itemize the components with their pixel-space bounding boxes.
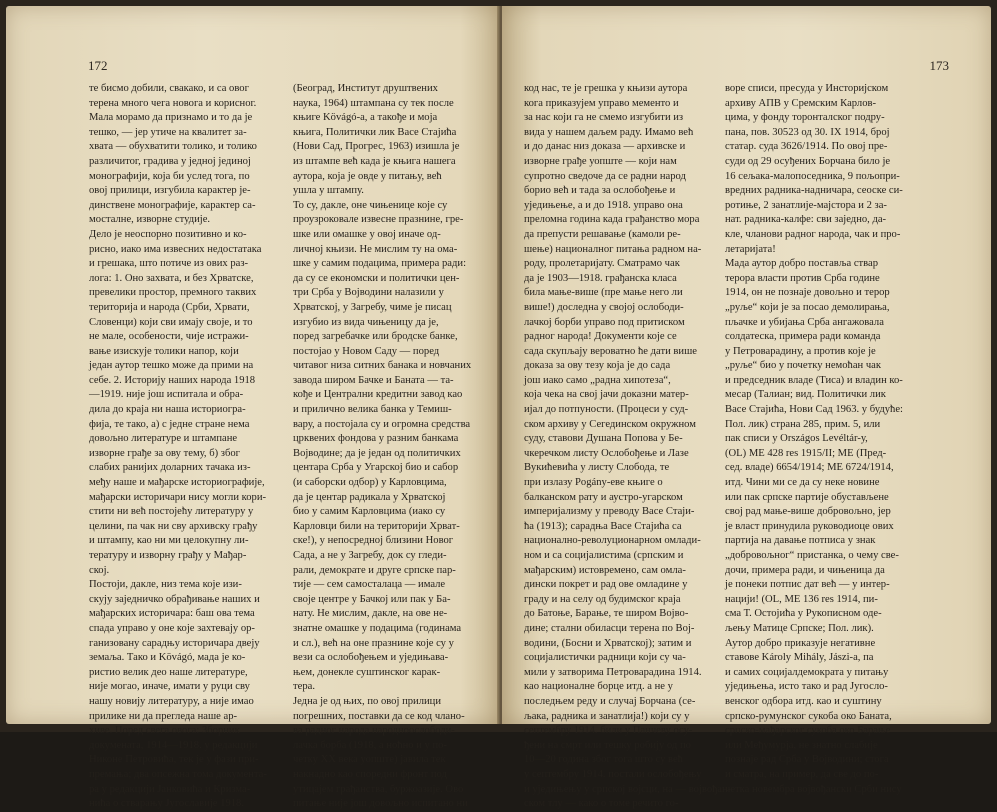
text-line: спада управо у оне које захтевају ор- <box>89 622 255 634</box>
text-line: уједињења, исто тако и рад Југосло- <box>725 681 888 693</box>
text-line: динствене монографије, карактер са- <box>89 199 256 211</box>
text-line: мађарским) истовремено, сам омла- <box>524 564 686 576</box>
text-line: ијал до потпуности. (Процеси у суд- <box>524 404 689 416</box>
text-line: и сматра, на пример, да све до по- <box>725 768 879 780</box>
text-line: дински покрет и рад ове омладине у <box>524 579 688 591</box>
text-line: „добровољног“ пристанка, о чему све- <box>725 550 899 561</box>
text-line: погрешних, поставки да се код члано- <box>293 710 465 722</box>
right-page-column-2 <box>725 82 911 797</box>
text-line: познаје рад Срба у Војводини; стога <box>725 754 889 766</box>
text-line: је понеки потпис дат већ — у интер- <box>725 579 890 591</box>
text-line: центара Срба у Угарској био и сабор <box>293 462 459 474</box>
text-line: довољно литературе и штампане <box>89 433 238 445</box>
text-line: ској. <box>89 564 110 576</box>
left-page <box>6 6 500 810</box>
text-line: преломна година када грађанство мора <box>524 214 700 226</box>
text-line: изворне грађе за ову тему, б) због <box>89 447 240 459</box>
text-line: —1919. није још испитала и обра- <box>89 389 244 401</box>
text-line: борио већ и тада за ослобођење и <box>524 185 676 197</box>
text-line: да препусти решавање (камоли ре- <box>524 228 681 240</box>
text-line: питање није још довољно испитано ни <box>293 798 468 810</box>
text-line: књиге Kövágó-а, а такође и моја <box>293 112 438 124</box>
text-line: аутора, која је овде у питању, већ <box>293 170 442 182</box>
text-line: не мале, особености, чије истражи- <box>89 331 249 343</box>
text-line: био у самим Карловцима (иако су <box>293 506 446 518</box>
text-line: фија, те тако, а) с једне стране нема <box>89 418 250 430</box>
text-line: накнадно као споредни фронт под <box>293 768 447 780</box>
text-line: књига, Политички лик Васе Стајића <box>293 126 457 138</box>
text-line: империјализму у преводу Васе Стаји- <box>524 506 695 518</box>
text-line: нацији! (OL, ME 136 res 1914, пи- <box>725 593 878 605</box>
text-line: и грешака, што потиче из ових раз- <box>89 258 249 270</box>
text-line: утицајем грађанства, буржоазије. Ово <box>293 783 464 795</box>
text-line: То су, дакле, оне чињенице које су <box>293 199 448 211</box>
text-line: црквених фондова у разним банкама <box>293 433 459 445</box>
text-line: (Нови Сад, Прогрес, 1963) изишла је <box>293 141 460 153</box>
text-line: месар (Талиан; вид. Политички лик <box>725 389 886 401</box>
text-line: мили у затворима Петроварадина 1914. <box>524 666 702 678</box>
text-line: хиве. Поред свега овога: Зборник <box>89 725 240 737</box>
text-line: стити ни већ постојећу литературу у <box>89 506 254 518</box>
text-line: итд. Чини ми се да су неке новине <box>725 477 880 489</box>
text-line: доказа за ову тезу која је до сада <box>524 360 671 372</box>
text-line: свој рад мање-више добровољно, јер <box>725 506 891 518</box>
text-line: хвата — обухватити толико, и толико <box>89 141 257 153</box>
text-line: уједињење, а и до 1918. управо она <box>524 199 683 211</box>
text-line: при излазу Pogány-еве књиге о <box>524 477 663 489</box>
text-line: летаријата! <box>725 243 776 255</box>
text-line: Пол. лик) страна 285, прим. 5, или <box>725 418 881 430</box>
text-line: изворне грађе уопште — који нам <box>524 155 677 167</box>
text-line: „руље“ који је за посао демолирања, <box>725 301 890 313</box>
text-line: Мада аутор добро поставља ствар <box>725 258 879 270</box>
text-line: нату. Не мислим, дакле, на ове не- <box>293 608 448 620</box>
text-line: ротиње, 2 занатлије-мајстора и 2 за- <box>725 199 887 211</box>
text-line: терора власти против Срба године <box>725 272 880 284</box>
text-line: проузроковале извесне празнине, гре- <box>293 214 464 226</box>
text-line: Постоји, дакле, низ тема које изи- <box>89 579 242 591</box>
page-number-left: 172 <box>88 58 108 73</box>
text-line: да су се економски и политички цен- <box>293 272 460 284</box>
text-line: 16 сељака-малопоседника, 9 пољопри- <box>725 170 900 182</box>
text-line: статар. суда 3626/1914. По овој пре- <box>725 141 888 153</box>
text-line: Аутор добро приказује негативне <box>725 637 876 649</box>
text-line: код нас, те је грешка у књизи аутора <box>524 83 688 94</box>
text-line: која чека на свој јачи доказни матер- <box>524 389 689 401</box>
text-line: ставове Károly Mihály, Jászi-а, па <box>725 652 874 664</box>
text-line: четку XX века уопште) јавила тек <box>293 754 446 766</box>
text-line: национално-револуционарном омлади- <box>524 535 701 547</box>
text-line: поред загребачке или бродске банке, <box>293 331 458 343</box>
text-line: и уједињењу у српској војсци, на — војвођан- <box>524 783 732 795</box>
text-line: 1914, он не познаје довољно и терор <box>725 287 890 299</box>
text-line: ристио велик део наше литературе, <box>89 666 248 678</box>
text-line: ганизовану сарадњу историчара двеју <box>89 637 260 649</box>
text-line: и председник владе (Тиса) и владин ко- <box>725 374 903 386</box>
left-page-column-2 <box>293 82 475 812</box>
text-line: да је центар радикала у Хрватској <box>293 491 446 503</box>
text-line: ушла у штампу. <box>293 185 364 197</box>
text-line: Словенци) који сви имају своје, и то <box>89 316 253 328</box>
text-line: у Петроварадину, а против које је <box>725 345 876 357</box>
text-line: три Срба у Војводини налазили у <box>293 287 444 299</box>
text-line: Карловци били на територији Хрват- <box>293 520 460 532</box>
text-line: различитог, градива у једној јединој <box>89 155 251 167</box>
text-line: дине; стални обиласци терена по Вој- <box>524 622 695 634</box>
text-line: роду, пролетаријату. Сматрамо чак <box>524 258 680 270</box>
text-line: личној књизи. Не мислим ту на ома- <box>293 243 458 255</box>
text-line: земаља. Тако и Kövágó, мада је ко- <box>89 652 246 664</box>
text-line: себе. 2. Историју наших народа 1918 <box>89 374 256 386</box>
text-line: и самих социјалдемократа у питању <box>725 666 889 678</box>
text-line: дила до краја ни наша историогра- <box>89 404 246 416</box>
text-line: шке или омашке у овој иначе од- <box>293 228 441 240</box>
text-line: нашу новију литературу, а није имао <box>89 695 254 707</box>
text-line: социјалистички радници који су ча- <box>524 652 686 664</box>
text-line: пак списи у Országos Levéltár-у, <box>725 433 868 445</box>
text-line: као националне борце итд. а не у <box>524 681 673 693</box>
text-line: и прилично велика банка у Темиш- <box>293 404 452 416</box>
text-line: рисно, иако има извесних недостатака <box>89 243 262 255</box>
text-line: српско-мађарског сукоба око Барање <box>725 725 891 737</box>
text-line: превелики простор, премного таквих <box>89 287 257 299</box>
text-line: сада скупљају вероватно ће дати више <box>524 345 697 357</box>
text-line: ском архиву у Сегединском окружном <box>524 418 696 430</box>
text-line: монографији, која би услед тога, по <box>89 170 250 182</box>
text-line: пљачке и убијања Срба ангажовала <box>725 316 884 328</box>
text-line: целини, па чак ни сву архивску грађу <box>89 520 258 532</box>
text-line: ра у редакцији Јанковића и Кризма- <box>89 783 251 795</box>
text-line: или пак српске партије обустављене <box>725 491 889 503</box>
text-line: терена много чега новога и корисног. <box>89 97 257 109</box>
text-line: читавог низа ситних банака и новчаних <box>293 360 472 372</box>
text-line: лога: 1. Оно захвата, и без Хрватске, <box>89 272 254 284</box>
text-line: Вукићевића у листу Слобода, те <box>524 462 670 474</box>
text-line: да је 1903—1918. грађанска класа <box>524 272 677 284</box>
text-line: међу наше и мађарске историографије, <box>89 477 265 489</box>
text-line: је власт принудила руководиоце ових <box>725 520 894 532</box>
text-line: наука, 1964) штампана су тек после <box>293 97 454 109</box>
text-line: завода широм Бачке и Баната — та- <box>293 374 454 386</box>
text-line: била мање-више (пре мање него ли <box>524 287 683 299</box>
right-page <box>502 6 991 810</box>
text-line: 10—20 година због тога што су већ <box>524 754 683 766</box>
text-line: њем, донекле суштинског карак- <box>293 666 441 678</box>
text-line: територија и народа (Срби, Хрвати, <box>89 301 250 313</box>
text-line: вида у нашем даљем раду. Имамо већ <box>524 126 694 138</box>
text-line: те бисмо добили, свакако, и са овог <box>89 83 249 94</box>
text-line: тературу и изворну грађу у Мађар- <box>89 550 247 561</box>
text-line: тешко, — јер утиче на квалитет за- <box>89 126 247 138</box>
text-line: партија на давање потписа у знак <box>725 535 876 547</box>
text-line: и штампу, као ни ми целокупну ли- <box>89 535 249 547</box>
text-line: Мала морамо да признамо и то да је <box>89 112 253 124</box>
text-line: ћа (1913); сарадња Васе Стајића са <box>524 520 682 532</box>
text-line: прилике ни да прегледа наше ар- <box>89 710 238 722</box>
text-line: Васе Стајића, Нови Сад 1963. у будуће: <box>725 404 903 416</box>
text-line: лачка борба (1918, а ноћно и у по- <box>293 739 447 751</box>
text-line: Једна је од њих, по овој прилици <box>293 695 442 707</box>
text-line: скују заједничко обрађивање наших и <box>89 593 260 605</box>
text-line: солдатеска, примера ради команда <box>725 331 881 343</box>
text-line: кође и Централни кредитни завод као <box>293 389 463 401</box>
text-line: до Батоње, Барање, те широм Војво- <box>524 608 689 620</box>
text-line: лачкој борби управо под притиском <box>524 316 685 328</box>
text-line: кога приказујем управо мементо и <box>524 97 679 109</box>
text-line: сед. владе) 6654/1914; ME 6724/1914, <box>725 462 894 474</box>
text-line: архиву АПВ у Сремским Карлов- <box>725 97 877 109</box>
text-line: Никоне Петровића, тек је у фази при- <box>89 754 259 766</box>
text-line: један аутор тешко може да прими на <box>89 360 254 372</box>
text-line: нића о стварању Југославије 1918. <box>89 798 244 810</box>
page-number-right: 173 <box>929 58 949 73</box>
text-line: септембру 1914. били у Панчеву осу- <box>524 725 693 737</box>
text-line: вредних радника-надничара, сеоске си- <box>725 185 903 197</box>
text-line: вару, а постојала су и огромна средства <box>293 418 471 430</box>
text-line: вање изискује толики напор, који <box>89 345 239 357</box>
text-line: знатне омашке у подацима (годинама <box>293 622 462 634</box>
text-line: чкеречком листу Ослобођење и Лазе <box>524 447 689 459</box>
text-line: ва радног народа народноослободи- <box>293 725 455 737</box>
text-line: мосталне, изворне студије. <box>89 214 211 226</box>
text-line: (OL) ME 428 res 1915/II; ME (Пред- <box>725 447 887 459</box>
right-page-column-1 <box>524 82 732 812</box>
text-line: радног народа! Документи које се <box>524 331 677 343</box>
text-line: Дело је неоспорно позитивно и ко- <box>89 228 247 240</box>
text-line: граду и на селу од будимског краја <box>524 593 681 605</box>
text-line: изгубио из вида чињеницу да је, <box>293 316 439 328</box>
text-line: суду, ставови Душана Попова у Бе- <box>524 433 683 445</box>
text-line: још иако само „радна хипотеза“, <box>524 374 671 386</box>
text-line: шке у самим подацима, примера ради: <box>293 258 467 270</box>
text-line: своје центре у Бачкој или пак у Ба- <box>293 593 451 605</box>
text-line: супротно сведоче да се радни народ <box>524 170 686 182</box>
text-line: слабих ранијих доларних тачака из- <box>89 462 251 474</box>
text-line: из штампе већ када је књига нашега <box>293 155 456 167</box>
text-line: премања; два опсежна тома документа- <box>89 768 267 780</box>
text-line: Војводине; да је један од политичких <box>293 447 461 459</box>
text-line: љака, радника и занатлија!) који су у <box>524 710 690 722</box>
text-line: и сл.), већ на оне празнине које су у <box>293 637 454 649</box>
text-line: више!) доследна у својој ослободи- <box>524 301 684 313</box>
text-line: тије — сем самосталаца — имале <box>293 579 446 591</box>
text-line: балканском рату и аустро-угарском <box>524 491 683 503</box>
text-line: тера. <box>293 681 315 693</box>
text-line: пана, пов. 30523 од 30. IX 1914, број <box>725 126 890 138</box>
text-line: кле, чланови радног народа, чак и про- <box>725 228 901 240</box>
text-line: у септембру 1914. постали ослобођењу <box>524 768 702 780</box>
text-line: љењу Матице Српске; Пол. лик). <box>725 622 874 634</box>
text-line: воре списи, пресуда у Инсторијском <box>725 83 889 94</box>
text-line: и до данас низ доказа — архивске и <box>524 141 686 153</box>
text-line: цима, у фонду торонталског подру- <box>725 112 885 124</box>
text-line: венског одбора итд. као и суштину <box>725 695 882 707</box>
text-line: мађарски историчари нису могли кори- <box>89 491 267 503</box>
text-line: овој прилици, изгубила карактер је- <box>89 185 251 197</box>
text-line: за нас који га не смемо изгубити из <box>524 112 684 124</box>
text-line: мађарских историчара: баш ова тема <box>89 608 255 620</box>
text-line: ном и са социјалистима (српским и <box>524 550 684 561</box>
text-line: „руље“ био у почетку немоћан чак <box>725 360 882 372</box>
text-line: ске!), у непосредној близини Новог <box>293 535 454 547</box>
text-line: сма Т. Остојића у Рукописном оде- <box>725 608 882 620</box>
text-line: (Београд, Институт друштвених <box>293 83 438 94</box>
text-line: докумената, 1914—1918. у редакцији <box>89 739 258 751</box>
text-line: четка новембра војвођански Срби нису <box>725 783 902 795</box>
text-line: шење) националног питања радном на- <box>524 243 702 255</box>
text-line: или Међумурја, не знатно слабије <box>725 739 878 751</box>
text-line: вези са ослобођењем и уједињава- <box>293 652 449 664</box>
text-line: водини, (Босни и Хрватској); затим и <box>524 637 692 649</box>
text-line: рали, демократе и друге српске пар- <box>293 564 456 576</box>
text-line: суди од 29 осуђених Борчана било је <box>725 155 891 167</box>
text-line: није могао, иначе, имати у руци сву <box>89 681 250 693</box>
text-line: ђени на смрт или тешку робију од по <box>524 739 691 751</box>
text-line: Сада, а не у Загребу, док су гледи- <box>293 550 447 561</box>
left-page-column-1 <box>89 82 271 812</box>
text-line: (и саборски одбор) у Карловцима, <box>293 477 447 489</box>
text-line: последњем реду и случај Борчана (се- <box>524 695 696 707</box>
text-line: српско-румунског сукоба око Баната, <box>725 710 892 722</box>
text-line: постојао у Новом Саду — поред <box>293 345 440 357</box>
text-line: ском тлу — како о томе речито го- <box>524 798 679 810</box>
text-line: Хрватској, у Загребу, чиме је писац <box>293 301 452 313</box>
text-line: нат. радника-калфе: сви заједно, да- <box>725 214 887 226</box>
text-line: дочи, примера ради, и чињеница да <box>725 564 885 576</box>
